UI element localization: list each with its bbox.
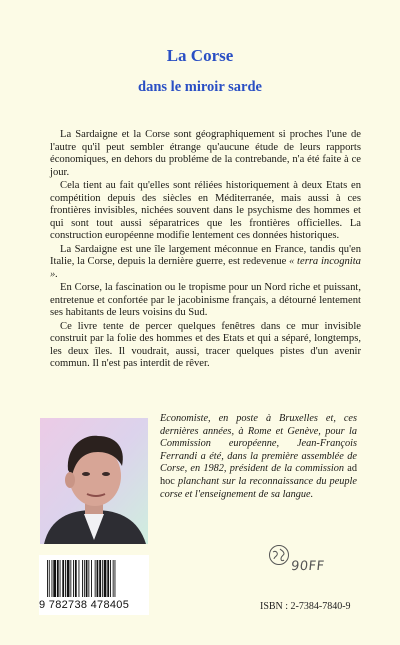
price-tag: 90FF: [290, 559, 326, 574]
blurb-paragraph-3: [50, 244, 361, 282]
blurb-paragraph-4: En Corse, la fascination ou le tropisme pour un Nord riche et puissant, entretenue et confortée par le jacobinisme français, a détourné lentement ses habitants de leurs voisins du Sud.: [50, 282, 361, 318]
publisher-globe-icon: [268, 544, 290, 566]
blurb-paragraph-5: Ce livre tente de percer quelques fenêtres dans ce mur invisible construit par la folie des hommes et des Etats et qui a séparé, longtemps, les deux îles. Il voudrait, aussi, tracer quelques pistes d'un avenir commun. Il n'est pas interdit de rêver.: [50, 320, 361, 369]
author-bio: [160, 413, 357, 501]
book-subtitle: dans le miroir sarde: [138, 79, 262, 95]
barcode: [39, 555, 149, 615]
blurb: [50, 129, 361, 372]
author-photo: [40, 418, 148, 544]
blurb-paragraph-1: La Sardaigne et la Corse sont géographiquement si proches l'une de l'autre qu'il peut sembler étrange qu'aucune étude de leurs rapports économiques, en dehors du probléme de la contrebande, n'a été faite à ce jour.: [50, 129, 361, 178]
barcode-number: 9 782738 478405: [39, 599, 130, 611]
isbn-number: ISBN : 2-7384-7840-9: [260, 601, 351, 612]
author-bio-text: Economiste, en poste à Bruxelles et, ces dernières années, à Rome et Genève, pour la Commission européenne, Jean-François Ferrandi a été, dans la première assemblée de Corse, en 1982, président de la commission: [160, 413, 357, 475]
blurb-paragraph-3-text: La Sardaigne est une île largement méconnue en France, tandis qu'en Italie, la Corse, depuis la dernière guerre, est redevenue: [50, 243, 361, 267]
blurb-paragraph-2: Cela tient au fait qu'elles sont réliées historiquement à deux Etats en compétition depuis des siècles en Méditerranée, mais aussi à ces frontières invisibles, nichées souvent dans le psychisme des hommes et qui sont tout aussi séparatrices que les frontières officielles. La construction européenne modifie lentement ces données historiques.: [50, 180, 361, 241]
author-portrait-image: [40, 418, 148, 544]
author-bio-text-end: planchant sur la reconnaissance du peuple corse et l'enseignement de sa langue.: [160, 475, 357, 500]
book-title: La Corse: [166, 46, 234, 65]
author-bio-ad-hoc: ad hoc: [160, 463, 358, 487]
barcode-bars: [47, 560, 143, 597]
terra-incognita-quote: « terra incognita ».: [50, 256, 361, 280]
